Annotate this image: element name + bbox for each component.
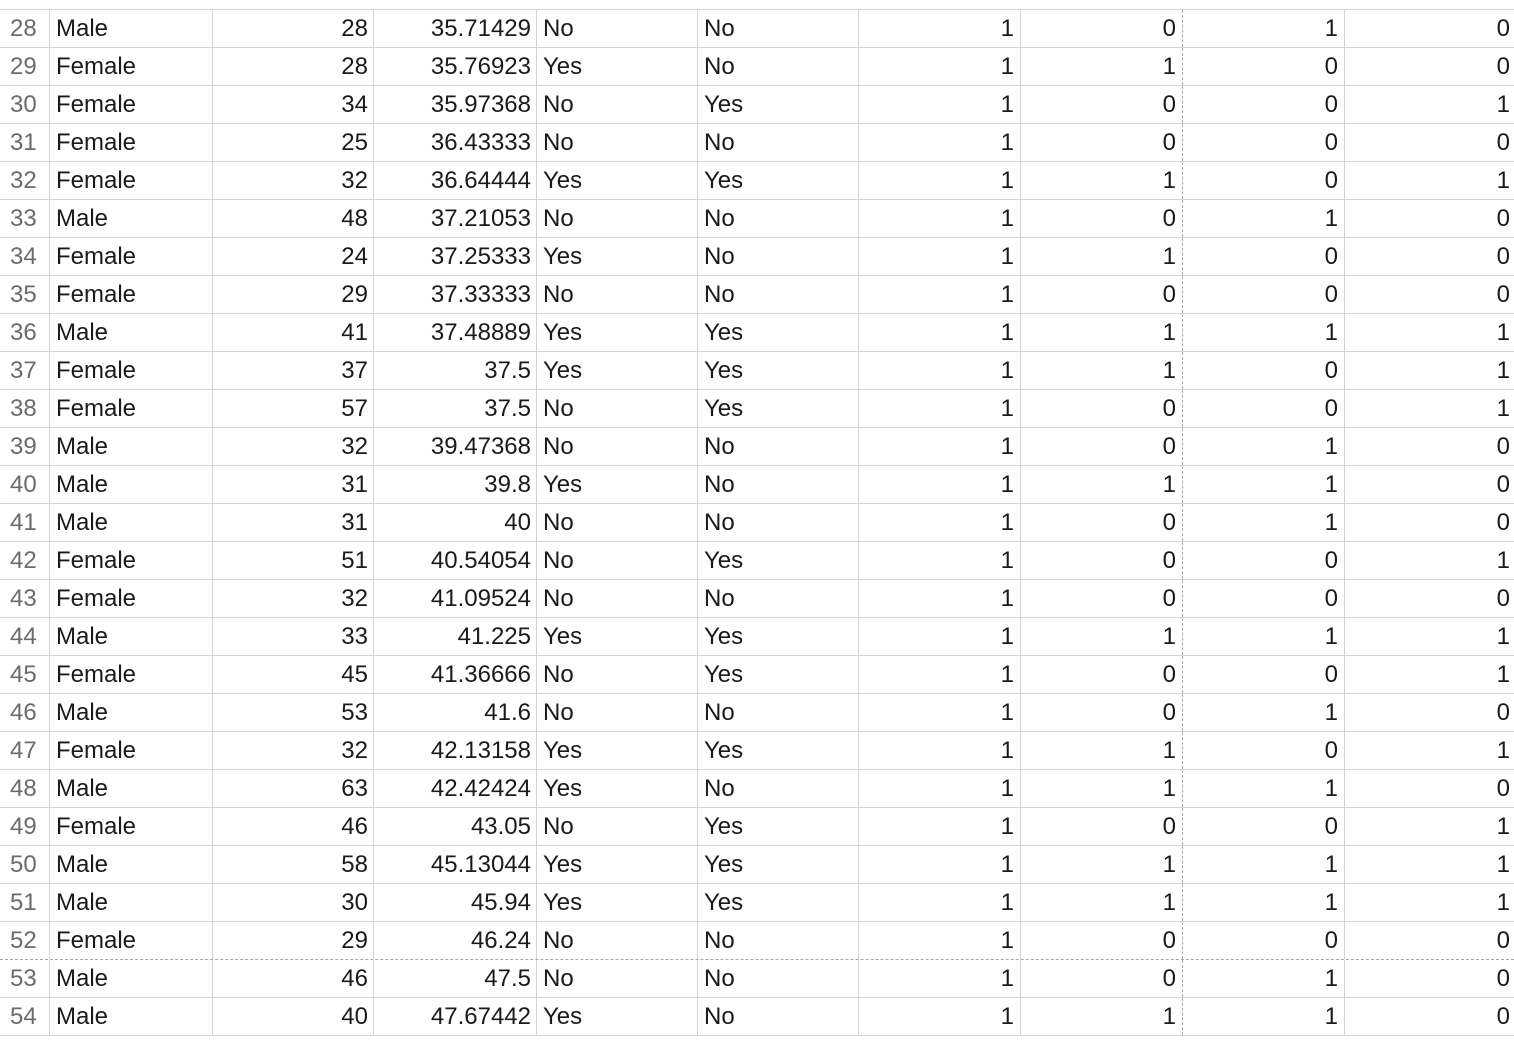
cell-gender[interactable]: Female	[50, 48, 213, 85]
cell-age[interactable]: 57	[213, 390, 374, 427]
cell-flag-3[interactable]: 0	[1183, 580, 1345, 617]
cell-flag-4[interactable]: 1	[1496, 813, 1510, 840]
cell-bmi[interactable]: 41.36666	[374, 656, 537, 693]
cell-bmi[interactable]: 36.64444	[374, 162, 537, 199]
cell-flag-3[interactable]: 1	[1183, 10, 1345, 47]
cell-bmi[interactable]: 37.21053	[374, 200, 537, 237]
row-number[interactable]: 28	[0, 10, 50, 47]
cell-flag-4[interactable]: 1	[1496, 851, 1510, 878]
table-row	[0, 200, 1514, 238]
cell-flag-2[interactable]: 1	[1021, 352, 1183, 389]
cell-flag-3[interactable]: 0	[1183, 542, 1345, 579]
cell-bmi[interactable]: 42.13158	[374, 732, 537, 769]
cell-bmi[interactable]: 41.6	[374, 694, 537, 731]
cell-flag-3[interactable]: 0	[1183, 238, 1345, 275]
table-row	[0, 162, 1514, 200]
table-row	[0, 694, 1514, 732]
cell-gender[interactable]: Male	[50, 846, 213, 883]
cell-yes-no-2[interactable]: No	[698, 466, 859, 503]
cell-yes-no-2[interactable]: Yes	[698, 846, 859, 883]
cell-flag-1[interactable]: 1	[859, 124, 1021, 161]
cell-flag-1[interactable]: 1	[859, 428, 1021, 465]
cell-gender[interactable]: Female	[50, 86, 213, 123]
cell-flag-1[interactable]: 1	[859, 542, 1021, 579]
cell-flag-4[interactable]: 1	[1496, 167, 1510, 194]
cell-age[interactable]: 41	[213, 314, 374, 351]
cell-flag-4[interactable]: 1	[1496, 737, 1510, 764]
cell-bmi[interactable]: 35.71429	[374, 10, 537, 47]
cell-flag-3[interactable]: 0	[1183, 656, 1345, 693]
cell-age[interactable]: 53	[213, 694, 374, 731]
table-row	[0, 884, 1514, 922]
cell-flag-2[interactable]: 1	[1021, 618, 1183, 655]
cell-age[interactable]: 46	[213, 808, 374, 845]
table-row	[0, 48, 1514, 86]
cell-bmi[interactable]: 35.76923	[374, 48, 537, 85]
row-number[interactable]: 33	[0, 200, 50, 237]
row-number[interactable]: 29	[0, 48, 50, 85]
cell-yes-no-1[interactable]: Yes	[537, 732, 698, 769]
row-number[interactable]: 48	[0, 770, 50, 807]
cell-flag-2[interactable]: 1	[1021, 162, 1183, 199]
row-number[interactable]: 53	[0, 960, 50, 997]
cell-flag-2[interactable]: 0	[1021, 580, 1183, 617]
row-number[interactable]: 41	[0, 504, 50, 541]
cell-flag-4[interactable]: 0	[1496, 205, 1510, 232]
cell-yes-no-1[interactable]: Yes	[537, 846, 698, 883]
cell-flag-4[interactable]: 0	[1496, 927, 1510, 954]
table-row	[0, 732, 1514, 770]
cell-gender[interactable]: Male	[50, 466, 213, 503]
cell-bmi[interactable]: 39.8	[374, 466, 537, 503]
cell-bmi[interactable]: 37.33333	[374, 276, 537, 313]
table-row	[0, 922, 1514, 960]
cell-bmi[interactable]: 41.225	[374, 618, 537, 655]
cell-flag-4[interactable]: 0	[1496, 471, 1510, 498]
row-number[interactable]: 50	[0, 846, 50, 883]
cell-flag-3[interactable]: 1	[1183, 504, 1345, 541]
cell-flag-1[interactable]: 1	[859, 846, 1021, 883]
cell-flag-4[interactable]: 0	[1496, 585, 1510, 612]
cell-flag-4[interactable]: 0	[1496, 433, 1510, 460]
cell-yes-no-1[interactable]: Yes	[537, 770, 698, 807]
cell-yes-no-1[interactable]: No	[537, 428, 698, 465]
cell-yes-no-1[interactable]: Yes	[537, 48, 698, 85]
cell-flag-3[interactable]: 1	[1183, 428, 1345, 465]
cell-bmi[interactable]: 37.25333	[374, 238, 537, 275]
cell-flag-1[interactable]: 1	[859, 10, 1021, 47]
cell-flag-4[interactable]: 0	[1496, 965, 1510, 992]
row-number[interactable]: 46	[0, 694, 50, 731]
cell-gender[interactable]: Male	[50, 428, 213, 465]
cell-flag-3[interactable]: 1	[1183, 846, 1345, 883]
table-row	[0, 390, 1514, 428]
cell-yes-no-1[interactable]: No	[537, 276, 698, 313]
row-number[interactable]: 39	[0, 428, 50, 465]
cell-yes-no-1[interactable]: Yes	[537, 314, 698, 351]
cell-gender[interactable]: Female	[50, 276, 213, 313]
cell-flag-2[interactable]: 0	[1021, 656, 1183, 693]
cell-yes-no-2[interactable]: No	[698, 998, 859, 1035]
row-number[interactable]: 40	[0, 466, 50, 503]
cell-flag-3[interactable]: 1	[1183, 694, 1345, 731]
cell-flag-2[interactable]: 0	[1021, 390, 1183, 427]
cell-flag-1[interactable]: 1	[859, 694, 1021, 731]
cell-flag-2[interactable]: 1	[1021, 884, 1183, 921]
cell-flag-2[interactable]: 1	[1021, 466, 1183, 503]
table-row	[0, 770, 1514, 808]
cell-flag-4[interactable]: 0	[1496, 15, 1510, 42]
table-row	[0, 352, 1514, 390]
row-number[interactable]: 36	[0, 314, 50, 351]
cell-flag-4[interactable]: 1	[1496, 357, 1510, 384]
cell-flag-1[interactable]: 1	[859, 656, 1021, 693]
cell-flag-1[interactable]: 1	[859, 276, 1021, 313]
cell-flag-3[interactable]: 0	[1183, 808, 1345, 845]
row-number[interactable]: 42	[0, 542, 50, 579]
cell-yes-no-2[interactable]: No	[698, 694, 859, 731]
cell-yes-no-2[interactable]: No	[698, 10, 859, 47]
cell-yes-no-2[interactable]: No	[698, 580, 859, 617]
table-row	[0, 618, 1514, 656]
cell-age[interactable]: 32	[213, 162, 374, 199]
cell-bmi[interactable]: 46.24	[374, 922, 537, 959]
cell-yes-no-2[interactable]: No	[698, 428, 859, 465]
cell-gender[interactable]: Male	[50, 200, 213, 237]
row-number[interactable]: 52	[0, 922, 50, 959]
cell-yes-no-1[interactable]: No	[537, 86, 698, 123]
cell-flag-3[interactable]: 0	[1183, 390, 1345, 427]
cell-yes-no-2[interactable]: Yes	[698, 618, 859, 655]
cell-age[interactable]: 30	[213, 884, 374, 921]
cell-flag-1[interactable]: 1	[859, 998, 1021, 1035]
cell-flag-4[interactable]: 1	[1496, 395, 1510, 422]
cell-yes-no-2[interactable]: No	[698, 922, 859, 959]
cell-age[interactable]: 31	[213, 466, 374, 503]
row-number[interactable]: 51	[0, 884, 50, 921]
cell-flag-3[interactable]: 0	[1183, 162, 1345, 199]
cell-bmi[interactable]: 47.67442	[374, 998, 537, 1035]
cell-gender[interactable]: Female	[50, 390, 213, 427]
cell-yes-no-1[interactable]: No	[537, 504, 698, 541]
cell-flag-2[interactable]: 0	[1021, 504, 1183, 541]
cell-flag-1[interactable]: 1	[859, 922, 1021, 959]
cell-yes-no-1[interactable]: Yes	[537, 352, 698, 389]
cell-flag-3[interactable]: 0	[1183, 86, 1345, 123]
cell-flag-4[interactable]: 1	[1496, 889, 1510, 916]
cell-gender[interactable]: Female	[50, 542, 213, 579]
row-number[interactable]: 35	[0, 276, 50, 313]
cell-flag-1[interactable]: 1	[859, 960, 1021, 997]
cell-flag-2[interactable]: 0	[1021, 542, 1183, 579]
table-row	[0, 542, 1514, 580]
cell-flag-3[interactable]: 0	[1183, 48, 1345, 85]
cell-yes-no-2[interactable]: No	[698, 960, 859, 997]
cell-yes-no-1[interactable]: No	[537, 542, 698, 579]
cell-bmi[interactable]: 42.42424	[374, 770, 537, 807]
cell-flag-1[interactable]: 1	[859, 200, 1021, 237]
cell-flag-4[interactable]: 1	[1496, 91, 1510, 118]
cell-age[interactable]: 45	[213, 656, 374, 693]
cell-yes-no-2[interactable]: Yes	[698, 884, 859, 921]
cell-gender[interactable]: Male	[50, 770, 213, 807]
cell-bmi[interactable]: 37.5	[374, 390, 537, 427]
cell-flag-4[interactable]: 0	[1496, 243, 1510, 270]
cell-flag-4[interactable]: 0	[1496, 509, 1510, 536]
cell-flag-4[interactable]: 0	[1496, 699, 1510, 726]
cell-gender[interactable]: Female	[50, 124, 213, 161]
cell-flag-2[interactable]: 0	[1021, 428, 1183, 465]
cell-flag-2[interactable]: 0	[1021, 124, 1183, 161]
cell-flag-1[interactable]: 1	[859, 732, 1021, 769]
cell-bmi[interactable]: 40.54054	[374, 542, 537, 579]
cell-yes-no-1[interactable]: Yes	[537, 162, 698, 199]
cell-flag-1[interactable]: 1	[859, 808, 1021, 845]
cell-bmi[interactable]: 45.94	[374, 884, 537, 921]
table-row	[0, 466, 1514, 504]
cell-age[interactable]: 32	[213, 428, 374, 465]
cell-flag-2[interactable]: 1	[1021, 314, 1183, 351]
cell-flag-1[interactable]: 1	[859, 86, 1021, 123]
cell-flag-3[interactable]: 0	[1183, 124, 1345, 161]
cell-gender[interactable]: Male	[50, 998, 213, 1035]
cell-age[interactable]: 29	[213, 922, 374, 959]
row-number[interactable]: 30	[0, 86, 50, 123]
cell-flag-4[interactable]: 0	[1496, 1003, 1510, 1030]
cell-age[interactable]: 25	[213, 124, 374, 161]
cell-flag-1[interactable]: 1	[859, 618, 1021, 655]
cell-gender[interactable]: Male	[50, 314, 213, 351]
cell-yes-no-2[interactable]: Yes	[698, 390, 859, 427]
cell-gender[interactable]: Female	[50, 732, 213, 769]
cell-flag-2[interactable]: 0	[1021, 10, 1183, 47]
cell-flag-3[interactable]: 0	[1183, 922, 1345, 959]
cell-yes-no-1[interactable]: No	[537, 694, 698, 731]
cell-gender[interactable]: Male	[50, 694, 213, 731]
cell-age[interactable]: 58	[213, 846, 374, 883]
cell-bmi[interactable]: 37.48889	[374, 314, 537, 351]
cell-bmi[interactable]: 36.43333	[374, 124, 537, 161]
cell-flag-3[interactable]: 1	[1183, 884, 1345, 921]
cell-yes-no-2[interactable]: No	[698, 238, 859, 275]
cell-gender[interactable]: Female	[50, 352, 213, 389]
cell-flag-3[interactable]: 1	[1183, 770, 1345, 807]
cell-flag-2[interactable]: 0	[1021, 960, 1183, 997]
cell-gender[interactable]: Female	[50, 162, 213, 199]
cell-yes-no-2[interactable]: No	[698, 504, 859, 541]
cell-gender[interactable]: Male	[50, 618, 213, 655]
cell-flag-1[interactable]: 1	[859, 390, 1021, 427]
row-number[interactable]: 47	[0, 732, 50, 769]
cell-gender[interactable]: Male	[50, 960, 213, 997]
cell-gender[interactable]: Female	[50, 656, 213, 693]
table-row	[0, 808, 1514, 846]
cell-flag-1[interactable]: 1	[859, 48, 1021, 85]
cell-age[interactable]: 28	[213, 10, 374, 47]
row-number[interactable]: 38	[0, 390, 50, 427]
cell-flag-1[interactable]: 1	[859, 314, 1021, 351]
table-row	[0, 656, 1514, 694]
table-row	[0, 276, 1514, 314]
cell-bmi[interactable]: 45.13044	[374, 846, 537, 883]
cell-flag-2[interactable]: 1	[1021, 732, 1183, 769]
cell-yes-no-2[interactable]: Yes	[698, 352, 859, 389]
cell-age[interactable]: 63	[213, 770, 374, 807]
cell-flag-2[interactable]: 1	[1021, 48, 1183, 85]
table-row	[0, 580, 1514, 618]
cell-flag-3[interactable]: 1	[1183, 466, 1345, 503]
cell-yes-no-1[interactable]: No	[537, 390, 698, 427]
cell-yes-no-1[interactable]: No	[537, 580, 698, 617]
cell-age[interactable]: 34	[213, 86, 374, 123]
table-row	[0, 238, 1514, 276]
cell-flag-1[interactable]: 1	[859, 884, 1021, 921]
cell-bmi[interactable]: 37.5	[374, 352, 537, 389]
cell-yes-no-1[interactable]: Yes	[537, 466, 698, 503]
row-number[interactable]: 54	[0, 998, 50, 1035]
cell-flag-2[interactable]: 0	[1021, 86, 1183, 123]
partial-row-below	[0, 1036, 1514, 1046]
cell-flag-4[interactable]: 0	[1496, 129, 1510, 156]
cell-bmi[interactable]: 47.5	[374, 960, 537, 997]
cell-age[interactable]: 33	[213, 618, 374, 655]
cell-flag-3[interactable]: 1	[1183, 314, 1345, 351]
cell-yes-no-2[interactable]: Yes	[698, 808, 859, 845]
cell-flag-1[interactable]: 1	[859, 504, 1021, 541]
cell-flag-2[interactable]: 0	[1021, 200, 1183, 237]
cell-yes-no-1[interactable]: Yes	[537, 884, 698, 921]
cell-bmi[interactable]: 39.47368	[374, 428, 537, 465]
cell-yes-no-1[interactable]: No	[537, 124, 698, 161]
cell-yes-no-1[interactable]: Yes	[537, 238, 698, 275]
cell-age[interactable]: 32	[213, 732, 374, 769]
cell-flag-4[interactable]: 0	[1496, 775, 1510, 802]
cell-flag-1[interactable]: 1	[859, 162, 1021, 199]
cell-flag-1[interactable]: 1	[859, 466, 1021, 503]
cell-gender[interactable]: Male	[50, 884, 213, 921]
cell-flag-2[interactable]: 0	[1021, 276, 1183, 313]
row-number[interactable]: 43	[0, 580, 50, 617]
cell-flag-3[interactable]: 1	[1183, 200, 1345, 237]
cell-yes-no-2[interactable]: No	[698, 770, 859, 807]
cell-flag-3[interactable]: 1	[1183, 960, 1345, 997]
cell-flag-4[interactable]: 1	[1496, 661, 1510, 688]
cell-gender[interactable]: Female	[50, 808, 213, 845]
cell-yes-no-2[interactable]: Yes	[698, 162, 859, 199]
cell-yes-no-2[interactable]: Yes	[698, 542, 859, 579]
cell-yes-no-1[interactable]: No	[537, 960, 698, 997]
row-number[interactable]: 32	[0, 162, 50, 199]
cell-age[interactable]: 31	[213, 504, 374, 541]
cell-flag-4[interactable]: 0	[1496, 281, 1510, 308]
cell-yes-no-1[interactable]: Yes	[537, 618, 698, 655]
table-row	[0, 960, 1514, 998]
table-row	[0, 998, 1514, 1036]
row-number[interactable]: 44	[0, 618, 50, 655]
cell-yes-no-2[interactable]: No	[698, 124, 859, 161]
cell-flag-2[interactable]: 0	[1021, 922, 1183, 959]
cell-age[interactable]: 32	[213, 580, 374, 617]
cell-age[interactable]: 28	[213, 48, 374, 85]
cell-age[interactable]: 51	[213, 542, 374, 579]
cell-yes-no-1[interactable]: No	[537, 808, 698, 845]
table-row	[0, 504, 1514, 542]
table-row	[0, 86, 1514, 124]
cell-yes-no-2[interactable]: No	[698, 276, 859, 313]
cell-gender[interactable]: Female	[50, 580, 213, 617]
row-number[interactable]: 34	[0, 238, 50, 275]
cell-bmi[interactable]: 43.05	[374, 808, 537, 845]
cell-age[interactable]: 37	[213, 352, 374, 389]
cell-age[interactable]: 48	[213, 200, 374, 237]
cell-yes-no-2[interactable]: Yes	[698, 732, 859, 769]
cell-gender[interactable]: Female	[50, 922, 213, 959]
table-row	[0, 314, 1514, 352]
cell-flag-4[interactable]: 1	[1496, 623, 1510, 650]
table-row	[0, 846, 1514, 884]
cell-flag-1[interactable]: 1	[859, 238, 1021, 275]
cell-flag-3[interactable]: 0	[1183, 352, 1345, 389]
cell-flag-1[interactable]: 1	[859, 580, 1021, 617]
cell-gender[interactable]: Male	[50, 504, 213, 541]
cell-yes-no-2[interactable]: Yes	[698, 314, 859, 351]
cell-age[interactable]: 29	[213, 276, 374, 313]
cell-flag-2[interactable]: 0	[1021, 694, 1183, 731]
cell-yes-no-2[interactable]: No	[698, 48, 859, 85]
cell-age[interactable]: 46	[213, 960, 374, 997]
row-number[interactable]: 37	[0, 352, 50, 389]
cell-age[interactable]: 40	[213, 998, 374, 1035]
row-number[interactable]: 31	[0, 124, 50, 161]
cell-bmi[interactable]: 41.09524	[374, 580, 537, 617]
cell-flag-4[interactable]: 1	[1496, 319, 1510, 346]
row-number[interactable]: 49	[0, 808, 50, 845]
cell-yes-no-1[interactable]: Yes	[537, 998, 698, 1035]
cell-flag-3[interactable]: 1	[1183, 618, 1345, 655]
cell-flag-3[interactable]: 1	[1183, 998, 1345, 1035]
cell-flag-1[interactable]: 1	[859, 770, 1021, 807]
cell-gender[interactable]: Male	[50, 10, 213, 47]
cell-flag-3[interactable]: 0	[1183, 276, 1345, 313]
cell-flag-2[interactable]: 1	[1021, 998, 1183, 1035]
cell-flag-2[interactable]: 0	[1021, 808, 1183, 845]
partial-row-above	[0, 0, 1514, 10]
table-row	[0, 124, 1514, 162]
cell-flag-1[interactable]: 1	[859, 352, 1021, 389]
cell-gender[interactable]: Female	[50, 238, 213, 275]
table-row	[0, 10, 1514, 48]
table-row	[0, 428, 1514, 466]
cell-flag-3[interactable]: 0	[1183, 732, 1345, 769]
cell-yes-no-1[interactable]: No	[537, 200, 698, 237]
cell-flag-2[interactable]: 1	[1021, 238, 1183, 275]
cell-age[interactable]: 24	[213, 238, 374, 275]
cell-bmi[interactable]: 40	[374, 504, 537, 541]
cell-flag-4[interactable]: 1	[1496, 547, 1510, 574]
cell-yes-no-2[interactable]: No	[698, 200, 859, 237]
cell-flag-4[interactable]: 0	[1496, 53, 1510, 80]
cell-yes-no-2[interactable]: Yes	[698, 86, 859, 123]
cell-yes-no-2[interactable]: Yes	[698, 656, 859, 693]
cell-flag-2[interactable]: 1	[1021, 770, 1183, 807]
cell-yes-no-1[interactable]: No	[537, 922, 698, 959]
cell-flag-2[interactable]: 1	[1021, 846, 1183, 883]
cell-yes-no-1[interactable]: No	[537, 656, 698, 693]
row-number[interactable]: 45	[0, 656, 50, 693]
cell-yes-no-1[interactable]: No	[537, 10, 698, 47]
cell-bmi[interactable]: 35.97368	[374, 86, 537, 123]
